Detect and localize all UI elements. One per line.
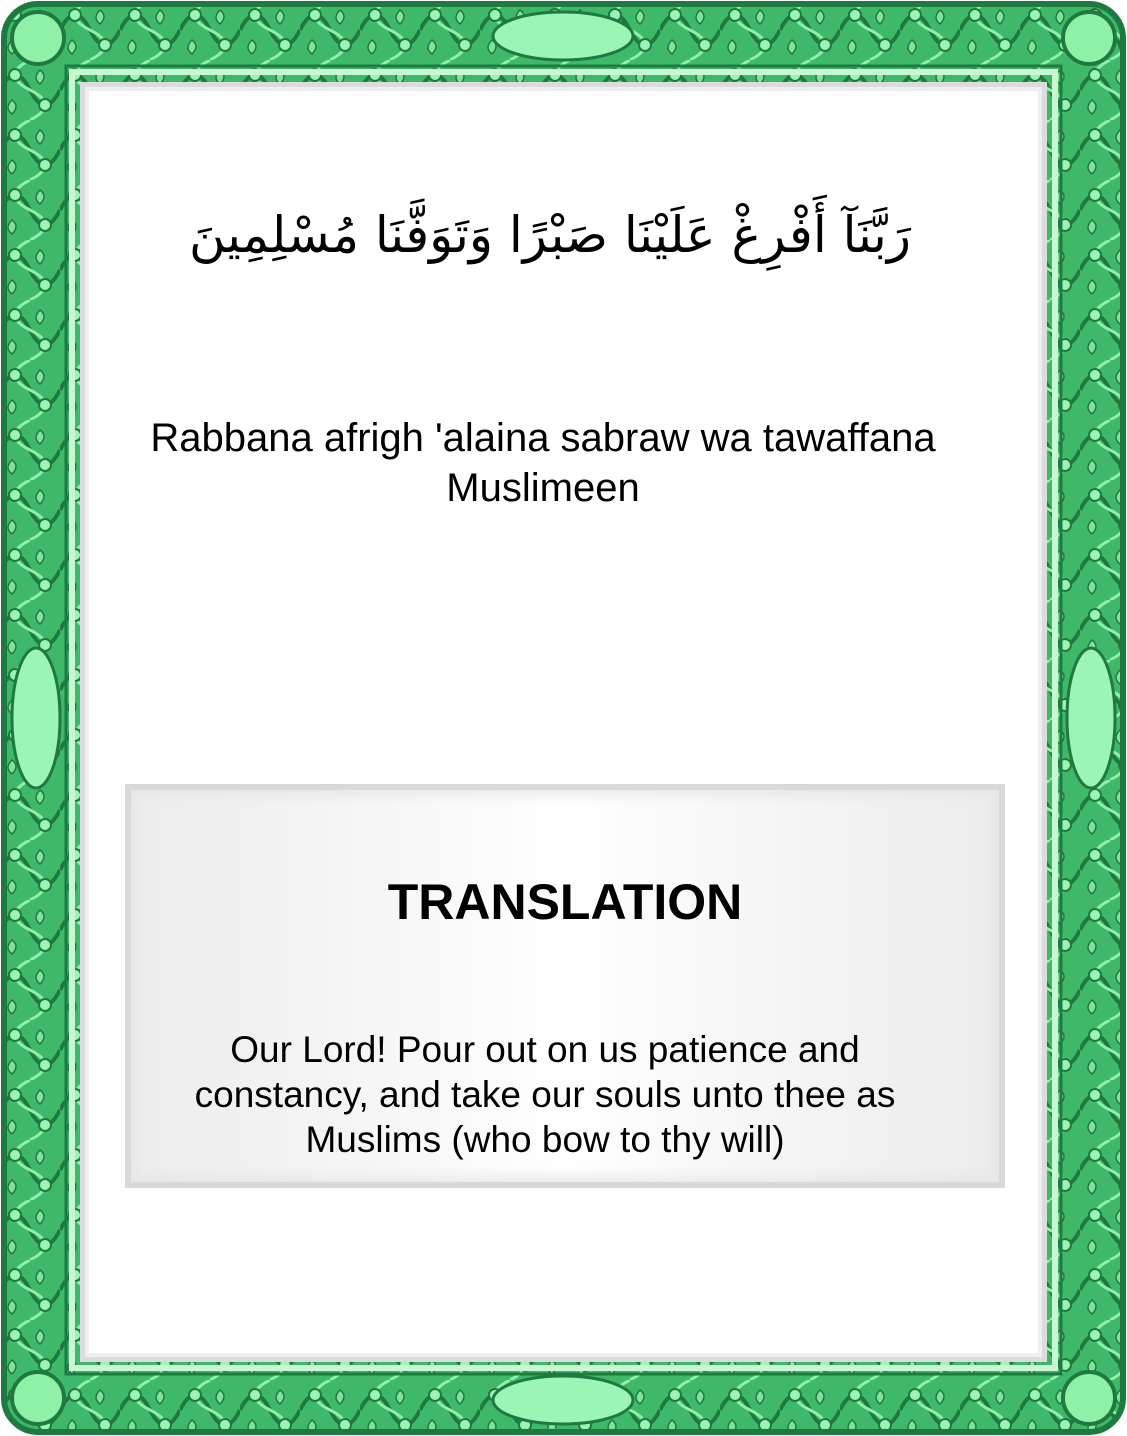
translation-text: Our Lord! Pour out on us patience and constancy, and take our souls unto thee as Muslims (who bow to thy will) [194, 1029, 896, 1160]
translation-heading: TRANSLATION [387, 874, 743, 930]
translation-box [125, 784, 1005, 1188]
dua-arabic-text: رَبَّنَآ أَفْرِغْ عَلَيْنَا صَبْرًا وَتَوَفَّنَا مُسْلِمِينَ [189, 206, 911, 264]
dua-transliteration: Rabbana afrigh 'alaina sabraw wa tawaffana Muslimeen [150, 416, 936, 510]
